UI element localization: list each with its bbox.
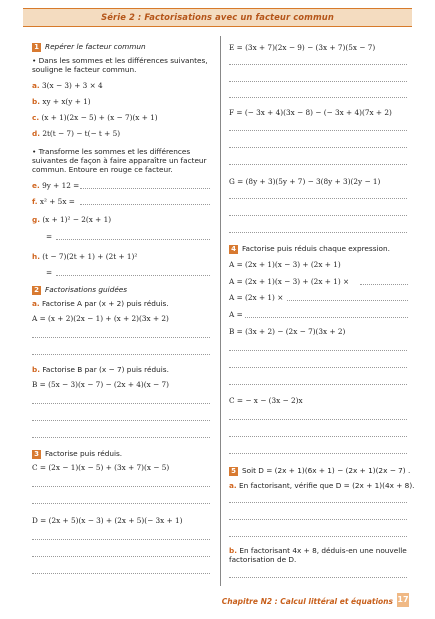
answer-line[interactable] <box>32 539 210 540</box>
answer-line[interactable] <box>56 239 210 240</box>
item-f: f. x² + 5x = <box>32 197 75 206</box>
answer-line[interactable] <box>229 502 407 503</box>
expression-d: 2t(t − 7) − t(− t + 5) <box>42 129 121 138</box>
answer-line[interactable] <box>32 337 210 338</box>
answer-line[interactable] <box>32 403 210 404</box>
item-d: d. 2t(t − 7) − t(− t + 5) <box>32 129 121 138</box>
expression-f: x² + 5x = <box>39 197 75 206</box>
series-header: Série 2 : Factorisations avec un facteur commun <box>23 8 412 27</box>
exercise-number: 2 <box>32 286 41 295</box>
exercise-title: Soit D = (2x + 1)(6x + 1) − (2x + 1)(2x − 7) . <box>242 466 411 475</box>
answer-line[interactable] <box>229 453 407 454</box>
expression-h: (t − 7)(2t + 1) + (2t + 1)² <box>42 252 138 261</box>
item-c: c. (x + 1)(2x − 5) + (x − 7)(x + 1) <box>32 113 158 122</box>
answer-line[interactable] <box>229 130 407 131</box>
exercise-title: Factorise puis réduis. <box>45 449 123 458</box>
exercise-2-heading <box>32 285 127 295</box>
answer-line[interactable] <box>229 147 407 148</box>
expression-F: F = (− 3x + 4)(3x − 8) − (− 3x + 4)(7x + 2) <box>229 108 392 117</box>
answer-line[interactable] <box>32 573 210 574</box>
answer-line[interactable] <box>229 350 407 351</box>
expression-D: D = (2x + 5)(x − 3) + (2x + 5)(− 3x + 1) <box>32 516 183 525</box>
exercise-4-heading <box>229 244 390 254</box>
answer-line[interactable] <box>229 164 407 165</box>
answer-line[interactable] <box>229 97 407 98</box>
exercise-title: Repérer le facteur commun <box>45 42 146 51</box>
answer-line[interactable] <box>32 556 210 557</box>
item-2a: a. Factorise A par (x + 2) puis réduis. <box>32 299 169 308</box>
exercise-number: 4 <box>229 245 238 254</box>
equals-g: = <box>46 232 53 241</box>
expression-C: C = (2x − 1)(x − 5) + (3x + 7)(x − 5) <box>32 463 170 472</box>
expression-B: B = (5x − 3)(x − 7) − (2x + 4)(x − 7) <box>32 380 169 389</box>
expression-b: xy + x(y + 1) <box>42 97 91 106</box>
item-2b: b. Factorise B par (x − 7) puis réduis. <box>32 365 169 374</box>
answer-line[interactable] <box>229 384 407 385</box>
exercise-1-heading <box>32 42 146 52</box>
instruction-1: • Dans les sommes et les différences suivantes, souligne le facteur commun. <box>32 56 208 74</box>
answer-line[interactable] <box>32 503 210 504</box>
expression-g: (x + 1)² − 2(x + 1) <box>42 215 112 224</box>
answer-line[interactable] <box>229 436 407 437</box>
answer-line[interactable] <box>229 519 407 520</box>
chapter-footer: Chapitre N2 : Calcul littéral et équations <box>221 597 393 606</box>
answer-line[interactable] <box>229 198 407 199</box>
exercise-title: Factorisations guidées <box>45 285 128 294</box>
answer-line[interactable] <box>229 367 407 368</box>
expression-A: A = (x + 2)(2x − 1) + (x + 2)(3x + 2) <box>32 314 169 323</box>
answer-line[interactable] <box>229 577 407 578</box>
expression-c: (x + 1)(2x − 5) + (x − 7)(x + 1) <box>41 113 158 122</box>
answer-line[interactable] <box>80 204 210 205</box>
expression-4C: C = − x − (3x − 2)x <box>229 396 303 405</box>
answer-line[interactable] <box>32 420 210 421</box>
answer-line[interactable] <box>245 317 408 318</box>
expression-4A3: A = (2x + 1) × <box>229 293 284 302</box>
page-number: 17 <box>397 593 409 607</box>
answer-line[interactable] <box>229 419 407 420</box>
exercise-number: 3 <box>32 450 41 459</box>
expression-a: 3(x − 3) + 3 × 4 <box>42 81 103 90</box>
instruction-2: • Transforme les sommes et les différences suivantes de façon à faire apparaître un facteur commun. Entoure en rouge ce facteur. <box>32 147 207 174</box>
answer-line[interactable] <box>229 81 407 82</box>
column-divider <box>220 36 221 586</box>
item-e: e. 9y + 12 = <box>32 181 80 190</box>
answer-line[interactable] <box>32 486 210 487</box>
exercise-3-heading <box>32 449 122 459</box>
item-5a: a. En factorisant, vérifie que D = (2x + 1)(4x + 8). <box>229 481 415 490</box>
answer-line[interactable] <box>80 188 210 189</box>
exercise-title: Factorise puis réduis chaque expression. <box>242 244 390 253</box>
item-5b: b. En factorisant 4x + 8, déduis-en une nouvelle factorisation de D. <box>229 546 407 564</box>
answer-line[interactable] <box>32 354 210 355</box>
exercise-5-heading <box>229 466 410 476</box>
expression-e: 9y + 12 = <box>42 181 80 190</box>
expression-4A2: A = (2x + 1)(x − 3) + (2x + 1) × <box>229 277 350 286</box>
answer-line[interactable] <box>360 284 408 285</box>
expression-G: G = (8y + 3)(5y + 7) − 3(8y + 3)(2y − 1) <box>229 177 381 186</box>
expression-4B: B = (3x + 2) − (2x − 7)(3x + 2) <box>229 327 346 336</box>
expression-4A4: A = <box>229 310 243 319</box>
expression-4A1: A = (2x + 1)(x − 3) + (2x + 1) <box>229 260 341 269</box>
item-h: h. (t − 7)(2t + 1) + (2t + 1)² <box>32 252 138 261</box>
item-b: b. xy + x(y + 1) <box>32 97 91 106</box>
answer-line[interactable] <box>229 232 407 233</box>
item-a: a. 3(x − 3) + 3 × 4 <box>32 81 103 90</box>
exercise-number: 5 <box>229 467 238 476</box>
answer-line[interactable] <box>32 437 210 438</box>
equals-h: = <box>46 268 53 277</box>
answer-line[interactable] <box>56 275 210 276</box>
answer-line[interactable] <box>229 536 407 537</box>
answer-line[interactable] <box>229 215 407 216</box>
expression-E: E = (3x + 7)(2x − 9) − (3x + 7)(5x − 7) <box>229 43 376 52</box>
item-g: g. (x + 1)² − 2(x + 1) <box>32 215 112 224</box>
exercise-number: 1 <box>32 43 41 52</box>
answer-line[interactable] <box>229 64 407 65</box>
answer-line[interactable] <box>287 300 408 301</box>
